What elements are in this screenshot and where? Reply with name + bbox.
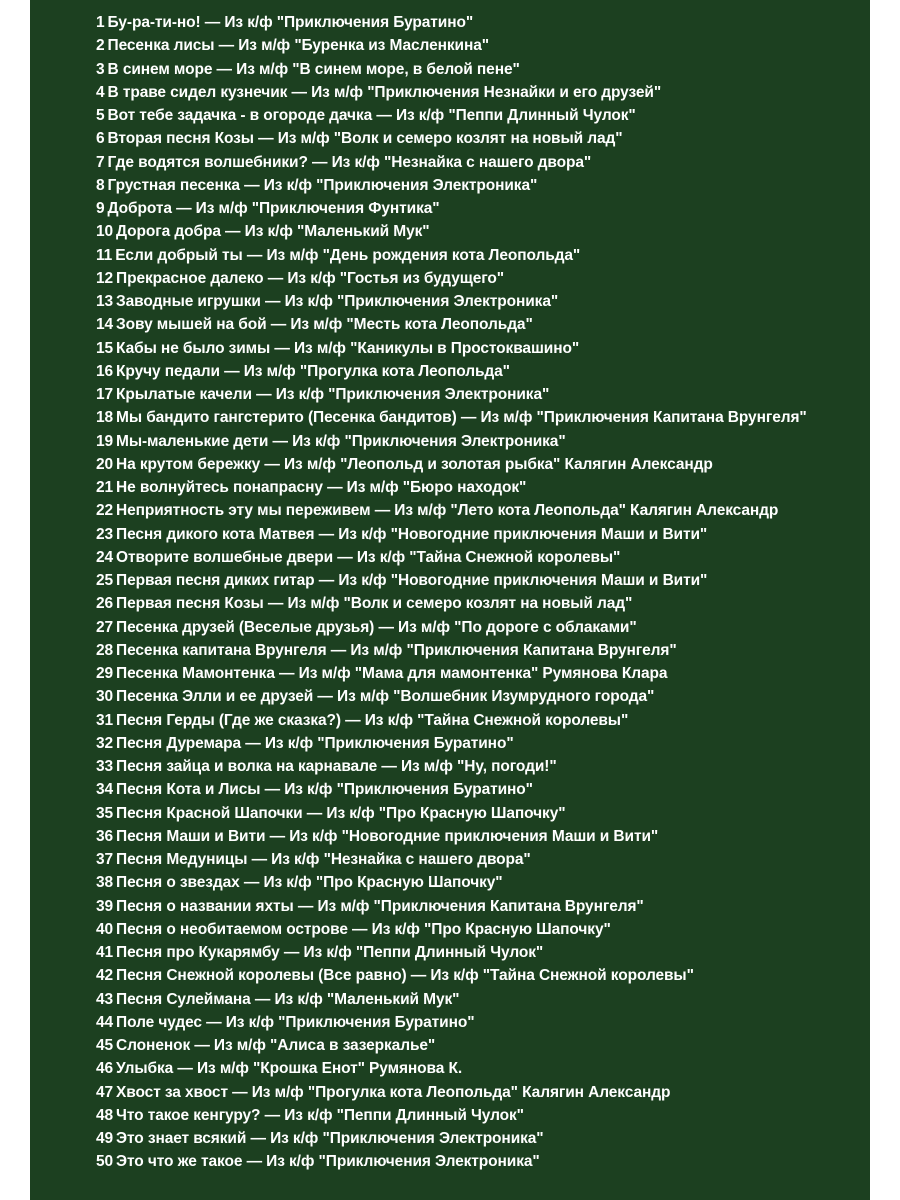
track-item <box>96 871 866 894</box>
track-title: Кручу педали — Из м/ф "Прогулка кота Леопольда" <box>116 362 510 380</box>
track-item <box>96 453 866 476</box>
track-title: Неприятность эту мы переживем — Из м/ф "Лето кота Леопольда" Калягин Александр <box>116 502 779 520</box>
track-item <box>96 825 866 848</box>
track-title: Кабы не было зимы — Из м/ф "Каникулы в Простоквашино" <box>116 339 580 357</box>
track-title: Вот тебе задачка - в огороде дачка — Из к/ф "Пеппи Длинный Чулок" <box>107 107 636 124</box>
track-item <box>96 1081 866 1104</box>
track-item <box>96 81 866 104</box>
track-number: 23 <box>96 525 114 543</box>
track-item <box>96 895 866 918</box>
track-title: Песня зайца и волка на карнавале — Из м/ф "Ну, погоди!" <box>116 758 557 775</box>
track-number: 45 <box>96 1037 114 1054</box>
track-item <box>96 918 866 941</box>
track-number: 17 <box>96 386 114 403</box>
track-title: Песня дикого кота Матвея — Из к/ф "Новогодние приключения Маши и Вити" <box>116 525 708 543</box>
track-title: Слоненок — Из м/ф "Алиса в зазеркалье" <box>116 1037 436 1054</box>
track-title: На крутом бережку — Из м/ф "Леопольд и золотая рыбка" Калягин Александр <box>116 455 713 473</box>
track-item <box>96 778 866 801</box>
track-title: Песенка Мамонтенка — Из м/ф "Мама для мамонтенка" Румянова Клара <box>116 665 668 682</box>
track-item <box>96 1150 866 1173</box>
track-title: Мы бандито гангстерито (Песенка бандитов) — Из м/ф "Приключения Капитана Врунгеля" <box>116 409 807 427</box>
track-item <box>96 174 866 197</box>
track-number: 28 <box>96 641 114 659</box>
track-number: 18 <box>96 409 114 427</box>
track-number: 27 <box>96 618 114 636</box>
track-item <box>96 546 866 569</box>
track-title: Крылатые качели — Из к/ф "Приключения Электроника" <box>116 386 550 403</box>
track-number: 49 <box>96 1130 114 1147</box>
track-number: 48 <box>96 1106 114 1124</box>
track-number: 2 <box>96 37 105 55</box>
track-number: 36 <box>96 827 114 845</box>
track-item <box>96 267 866 290</box>
track-number: 35 <box>96 804 114 822</box>
track-number: 30 <box>96 688 114 706</box>
track-number: 37 <box>96 851 114 868</box>
track-number: 40 <box>96 920 114 938</box>
track-item <box>96 941 866 964</box>
track-item <box>96 755 866 778</box>
track-title: Вторая песня Козы — Из м/ф "Волк и семеро козлят на новый лад" <box>107 130 623 148</box>
track-title: Песня Дуремара — Из к/ф "Приключения Буратино" <box>116 734 514 752</box>
track-item <box>96 360 866 383</box>
track-number: 44 <box>96 1013 114 1031</box>
track-number: 41 <box>96 944 114 961</box>
track-number: 1 <box>96 14 105 31</box>
track-title: Это знает всякий — Из к/ф "Приключения Электроника" <box>116 1130 544 1147</box>
track-number: 3 <box>96 60 105 78</box>
track-title: Отворите волшебные двери — Из к/ф "Тайна Снежной королевы" <box>116 548 621 566</box>
track-number: 9 <box>96 200 105 217</box>
track-item <box>96 290 866 313</box>
track-number: 39 <box>96 897 114 915</box>
track-title: Песня Снежной королевы (Все равно) — Из к/ф "Тайна Снежной королевы" <box>116 967 694 985</box>
track-number: 8 <box>96 176 105 194</box>
track-number: 24 <box>96 548 114 566</box>
track-title: В траве сидел кузнечик — Из м/ф "Приключения Незнайки и его друзей" <box>107 83 662 101</box>
track-item <box>96 34 866 57</box>
track-item <box>96 662 866 685</box>
track-item <box>96 337 866 360</box>
track-item <box>96 523 866 546</box>
track-number: 10 <box>96 223 114 241</box>
track-item <box>96 569 866 592</box>
track-number: 42 <box>96 967 114 985</box>
track-item <box>96 685 866 708</box>
track-title: Песня о названии яхты — Из м/ф "Приключения Капитана Врунгеля" <box>116 897 644 915</box>
track-title: Если добрый ты — Из м/ф "День рождения кота Леопольда" <box>115 246 581 264</box>
track-title: Доброта — Из м/ф "Приключения Фунтика" <box>107 200 440 217</box>
track-title: Зову мышей на бой — Из м/ф "Месть кота Леопольда" <box>116 316 533 334</box>
track-number: 31 <box>96 711 114 729</box>
track-item <box>96 476 866 499</box>
track-title: Песня Кота и Лисы — Из к/ф "Приключения Буратино" <box>116 781 533 799</box>
track-title: Песенка капитана Врунгеля — Из м/ф "Приключения Капитана Врунгеля" <box>116 641 677 659</box>
track-item <box>96 732 866 755</box>
track-title: Песенка Элли и ее друзей — Из м/ф "Волшебник Изумрудного города" <box>116 688 655 706</box>
song-list-panel <box>30 0 870 1200</box>
track-item <box>96 1011 866 1034</box>
track-number: 46 <box>96 1060 114 1078</box>
track-item <box>96 848 866 871</box>
track-title: Первая песня диких гитар — Из к/ф "Новогодние приключения Маши и Вити" <box>116 572 708 589</box>
track-number: 38 <box>96 874 114 892</box>
track-number: 7 <box>96 153 105 171</box>
track-number: 22 <box>96 502 114 520</box>
track-item <box>96 988 866 1011</box>
track-item <box>96 220 866 243</box>
track-title: Что такое кенгуру? — Из к/ф "Пеппи Длинный Чулок" <box>116 1106 524 1124</box>
track-item <box>96 616 866 639</box>
track-item <box>96 964 866 987</box>
track-item <box>96 639 866 662</box>
track-title: Первая песня Козы — Из м/ф "Волк и семеро козлят на новый лад" <box>116 595 633 613</box>
track-number: 5 <box>96 107 105 124</box>
track-number: 21 <box>96 479 114 496</box>
track-item <box>96 104 866 127</box>
track-item <box>96 430 866 453</box>
track-item <box>96 11 866 34</box>
track-number: 19 <box>96 432 114 450</box>
track-number: 15 <box>96 339 114 357</box>
track-number: 12 <box>96 269 114 287</box>
track-title: Грустная песенка — Из к/ф "Приключения Электроника" <box>107 176 538 194</box>
track-title: Поле чудес — Из к/ф "Приключения Буратино" <box>116 1013 475 1031</box>
track-title: Не волнуйтесь понапрасну — Из м/ф "Бюро находок" <box>116 479 527 496</box>
track-title: Это что же такое — Из к/ф "Приключения Электроника" <box>116 1153 540 1171</box>
track-number: 20 <box>96 455 114 473</box>
track-title: Где водятся волшебники? — Из к/ф "Незнайка с нашего двора" <box>107 153 592 171</box>
track-title: Прекрасное далеко — Из к/ф "Гостья из будущего" <box>116 269 505 287</box>
track-number: 26 <box>96 595 114 613</box>
track-number: 33 <box>96 758 114 775</box>
track-item <box>96 244 866 267</box>
track-item <box>96 1034 866 1057</box>
track-number: 16 <box>96 362 114 380</box>
track-number: 6 <box>96 130 105 148</box>
track-item <box>96 802 866 825</box>
track-number: 4 <box>96 83 105 101</box>
track-list <box>96 11 866 1174</box>
track-title: Заводные игрушки — Из к/ф "Приключения Электроника" <box>116 293 559 310</box>
track-number: 11 <box>96 246 113 264</box>
track-title: Бу-ра-ти-но! — Из к/ф "Приключения Буратино" <box>107 14 474 31</box>
track-item <box>96 383 866 406</box>
track-title: Улыбка — Из м/ф "Крошка Енот" Румянова К. <box>116 1060 463 1078</box>
track-title: Дорога добра — Из к/ф "Маленький Мук" <box>116 223 430 241</box>
track-title: Хвост за хвост — Из м/ф "Прогулка кота Леопольда" Калягин Александр <box>116 1083 671 1101</box>
track-item <box>96 127 866 150</box>
track-number: 29 <box>96 665 114 682</box>
track-title: Песня Маши и Вити — Из к/ф "Новогодние приключения Маши и Вити" <box>116 827 659 845</box>
track-title: Песенка друзей (Веселые друзья) — Из м/ф "По дороге с облаками" <box>116 618 637 636</box>
track-item <box>96 709 866 732</box>
track-number: 34 <box>96 781 114 799</box>
track-item <box>96 151 866 174</box>
track-title: Песня Сулеймана — Из к/ф "Маленький Мук" <box>116 990 460 1008</box>
track-item <box>96 313 866 336</box>
track-number: 50 <box>96 1153 114 1171</box>
track-item <box>96 499 866 522</box>
track-item <box>96 592 866 615</box>
track-title: Песня о звездах — Из к/ф "Про Красную Шапочку" <box>116 874 503 892</box>
track-number: 47 <box>96 1083 114 1101</box>
track-item <box>96 1127 866 1150</box>
track-title: Песня Герды (Где же сказка?) — Из к/ф "Тайна Снежной королевы" <box>116 711 629 729</box>
track-item <box>96 1057 866 1080</box>
track-item <box>96 58 866 81</box>
track-number: 25 <box>96 572 114 589</box>
track-title: В синем море — Из м/ф "В синем море, в белой пене" <box>107 60 520 78</box>
track-item <box>96 406 866 429</box>
track-title: Песня Красной Шапочки — Из к/ф "Про Красную Шапочку" <box>116 804 566 822</box>
track-title: Песня о необитаемом острове — Из к/ф "Про Красную Шапочку" <box>116 920 611 938</box>
track-number: 43 <box>96 990 114 1008</box>
track-title: Мы-маленькие дети — Из к/ф "Приключения Электроника" <box>116 432 566 450</box>
track-number: 32 <box>96 734 114 752</box>
track-item <box>96 197 866 220</box>
track-item <box>96 1104 866 1127</box>
track-number: 13 <box>96 293 114 310</box>
track-title: Песня про Кукарямбу — Из к/ф "Пеппи Длинный Чулок" <box>116 944 544 961</box>
track-title: Песня Медуницы — Из к/ф "Незнайка с нашего двора" <box>116 851 531 868</box>
track-number: 14 <box>96 316 114 334</box>
track-title: Песенка лисы — Из м/ф "Буренка из Масленкина" <box>107 37 489 55</box>
